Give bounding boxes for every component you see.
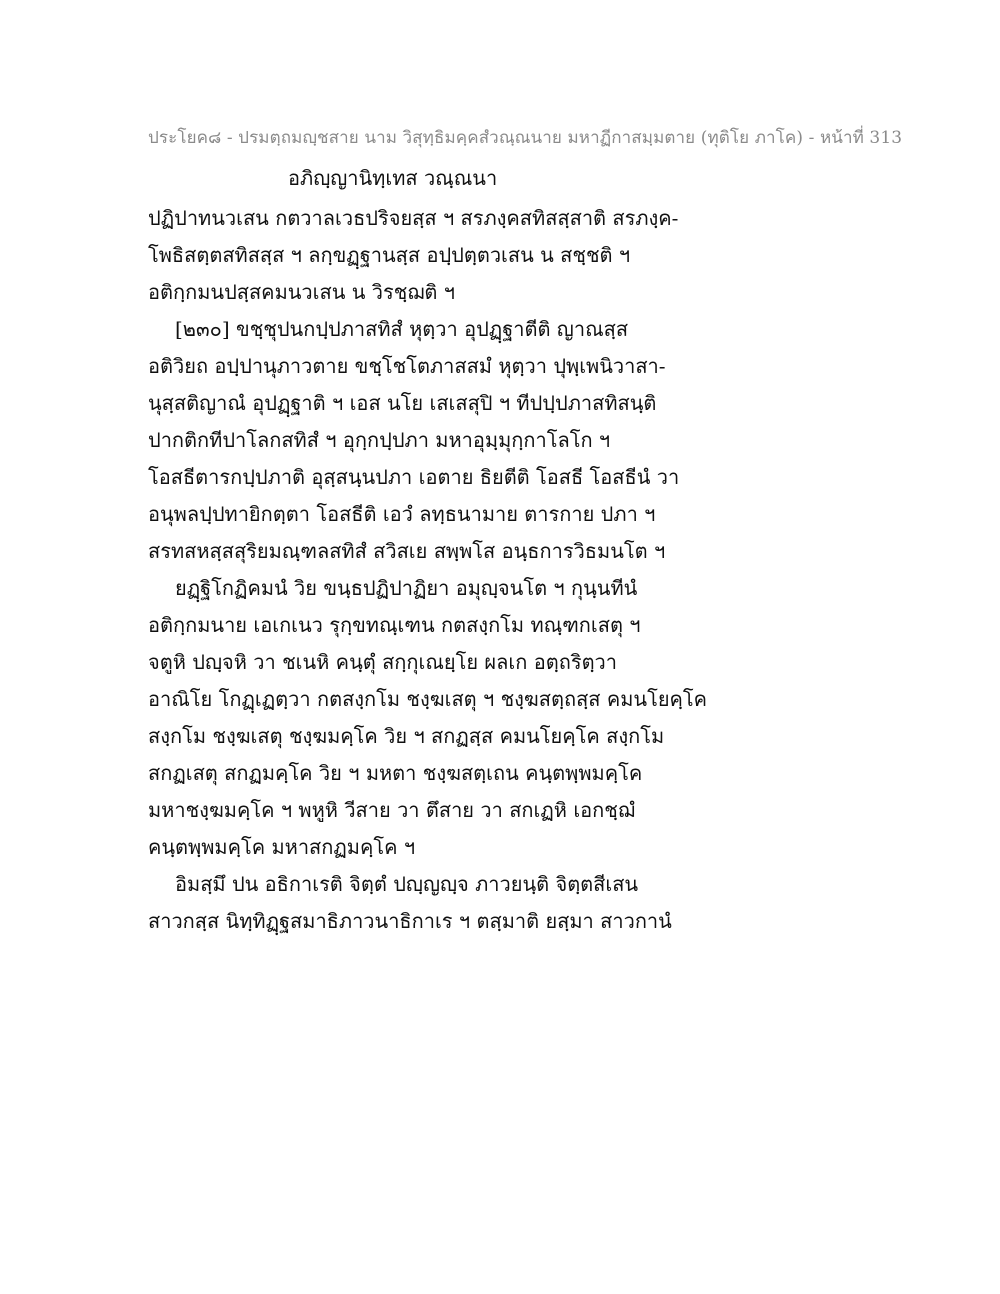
paragraph-start-line: อิมสฺมึ ปน อธิกาเรติ จิตฺตํ ปญฺญญฺจ ภาวยนฺติ จิตฺตสีเสน [175,872,639,896]
text-line: สาวกสฺส นิทฺทิฏฺฐสมาธิภาวนาธิกาเร ฯ ตสฺมาติ ยสฺมา สาวกานํ [148,909,672,933]
text-line: อติกฺกมนาย เอเกเนว รุกฺขทณฺเฑน กตสงฺกโม ทณฺฑกเสตุ ฯ [148,613,641,637]
section-title: อภิญฺญานิทฺเทส วณฺณนา [288,166,498,190]
running-header: ประโยค๘ - ปรมตฺถมญฺชสาย นาม วิสุทฺธิมคฺคสํวณฺณนาย มหาฏีกาสมฺมตาย (ทุติโย ภาโค) - หน้าที่ 313 [148,128,903,148]
text-line: โอสธีตารกปฺปภาติ อุสฺสนฺนปภา เอตาย ธิยตีติ โอสธี โอสธีนํ วา [148,465,680,489]
text-line: ปฏิปาทนวเสน กตวาลเวธปริจยสฺส ฯ สรภงฺคสทิสสฺสาติ สรภงฺค- [148,206,679,230]
paragraph-start-line: [๒๓๐] ขชฺชุปนกปฺปภาสทิสํ หุตฺวา อุปฏฺฐาตีติ ญาณสฺส [175,317,629,341]
text-line: สกฏเสตุ สกฏมคฺโค วิย ฯ มหตา ชงฺฆสตฺเถน คนฺตพฺพมคฺโค [148,761,643,785]
text-line: อาณิโย โกฏฺเฏตฺวา กตสงฺกโม ชงฺฆเสตุ ฯ ชงฺฆสตฺถสฺส คมนโยคฺโค [148,687,708,711]
paragraph-start-line: ยฏฺฐิโกฏิคมนํ วิย ขนฺธปฏิปาฏิยา อมุญฺจนโต ฯ กุนฺนทีนํ [175,576,638,600]
text-line: คนฺตพฺพมคฺโค มหาสกฏมคฺโค ฯ [148,835,416,859]
text-line: อติวิยถ อปฺปานุภาวตาย ขชฺโชโตภาสสมํ หุตฺวา ปุพฺเพนิวาสา- [148,354,666,378]
text-line: นุสฺสติญาณํ อุปฏฺฐาติ ฯ เอส นโย เสเสสุปิ ฯ ทีปปฺปภาสทิสนฺติ [148,391,657,415]
text-line: อติกฺกมนปสฺสคมนวเสน น วิรชฺฌติ ฯ [148,280,455,304]
text-line: จตูหิ ปญฺจหิ วา ชเนหิ คนฺตุํ สกฺกุเณยฺโย ผลเก อตฺถริตฺวา [148,650,618,674]
text-line: อนุพลปฺปทายิกตฺตา โอสธีติ เอวํ ลทฺธนามาย ตารกาย ปภา ฯ [148,502,656,526]
text-line: สงฺกโม ชงฺฆเสตุ ชงฺฆมคฺโค วิย ฯ สกฏสฺส คมนโยคฺโค สงฺกโม [148,724,665,748]
text-line: โพธิสตฺตสทิสสฺส ฯ ลกฺขฏฺฐานสฺส อปฺปตฺตวเสน น สชฺชติ ฯ [148,243,631,267]
text-line: ปากติกทีปาโลกสทิสํ ฯ อุกฺกปฺปภา มหาอุมฺมุกฺกาโลโก ฯ [148,428,611,452]
body-text [148,200,868,940]
text-line: มหาชงฺฆมคฺโค ฯ พหูหิ วีสาย วา ตึสาย วา สกเฏหิ เอกชฺฌํ [148,798,635,822]
text-line: สรทสหสฺสสุริยมณฺฑลสทิสํ สวิสเย สพฺพโส อนฺธการวิธมนโต ฯ [148,539,666,563]
